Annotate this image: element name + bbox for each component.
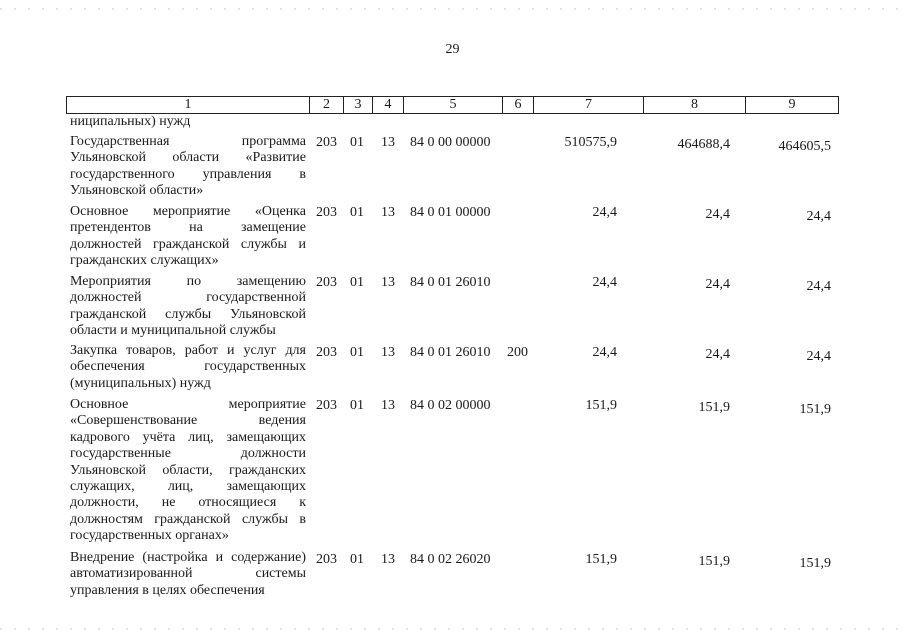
column-header-4: 4 [373,97,404,114]
row-value-9: 151,9 [799,402,831,417]
row-value-9: 24,4 [806,349,831,364]
row-code-2: 203 [316,135,337,150]
column-header-2: 2 [310,97,344,114]
column-header-3: 3 [344,97,373,114]
row-value-7: 151,9 [585,398,617,413]
row-code-4: 13 [381,345,395,360]
row-value-7: 24,4 [592,275,617,290]
row-code-6: 200 [507,345,528,360]
row-code-4: 13 [381,205,395,220]
row-description: Мероприятия по замещению должностей государственной гражданской службы Ульяновской области и муниципальной службы [70,274,306,339]
row-code-2: 203 [316,205,337,220]
row-description: Внедрение (настройка и содержание) автоматизированной системы управления в целях обеспечения [70,550,306,598]
row-code-5: 84 0 00 00000 [410,135,491,150]
row-description: Основное мероприятие «Совершенствование ведения кадрового учёта лиц, замещающих государственные должности Ульяновской области, гражданских служащих, лиц, замещающих должности, не относящиеся к должностям гражданской службы в государственных органах» [70,397,306,544]
scan-artifact-top [0,8,905,10]
column-header-8: 8 [644,97,746,114]
row-description: Государственная программа Ульяновской области «Развитие государственного управления в Ульяновской области» [70,134,306,199]
row-value-7: 151,9 [585,552,617,567]
row-value-8: 151,9 [698,400,730,415]
row-code-3: 01 [350,135,364,150]
row-code-5: 84 0 02 00000 [410,398,491,413]
row-code-4: 13 [381,135,395,150]
column-header-5: 5 [404,97,503,114]
row-value-7: 24,4 [592,345,617,360]
row-code-2: 203 [316,345,337,360]
row-code-3: 01 [350,275,364,290]
row-value-9: 24,4 [806,209,831,224]
row-value-8: 24,4 [705,207,730,222]
column-header-6: 6 [503,97,534,114]
row-code-3: 01 [350,205,364,220]
row-value-7: 24,4 [592,205,617,220]
row-value-8: 24,4 [705,347,730,362]
scan-artifact-bottom [0,628,905,630]
row-value-7: 510575,9 [564,135,617,150]
row-value-9: 151,9 [799,556,831,571]
row-code-3: 01 [350,345,364,360]
column-header-9: 9 [746,97,839,114]
row-code-2: 203 [316,552,337,567]
row-code-4: 13 [381,398,395,413]
row-code-3: 01 [350,398,364,413]
row-code-5: 84 0 01 26010 [410,275,491,290]
row-value-8: 24,4 [705,277,730,292]
row-description: Закупка товаров, работ и услуг для обеспечения государственных (муниципальных) нужд [70,343,306,391]
row-value-9: 464605,5 [778,139,831,154]
row-value-8: 464688,4 [677,137,730,152]
row-code-4: 13 [381,552,395,567]
page-number: 29 [445,42,460,57]
row-code-4: 13 [381,275,395,290]
column-header-row [66,96,839,114]
row-code-2: 203 [316,275,337,290]
row-code-5: 84 0 02 26020 [410,552,491,567]
row-code-2: 203 [316,398,337,413]
row-code-5: 84 0 01 26010 [410,345,491,360]
column-header-1: 1 [67,97,310,114]
row-code-3: 01 [350,552,364,567]
row-value-9: 24,4 [806,279,831,294]
column-header-7: 7 [534,97,644,114]
carryover-text: ниципальных) нужд [70,114,191,129]
row-value-8: 151,9 [698,554,730,569]
row-code-5: 84 0 01 00000 [410,205,491,220]
row-description: Основное мероприятие «Оценка претендентов на замещение должностей гражданской службы и гражданских служащих» [70,204,306,269]
